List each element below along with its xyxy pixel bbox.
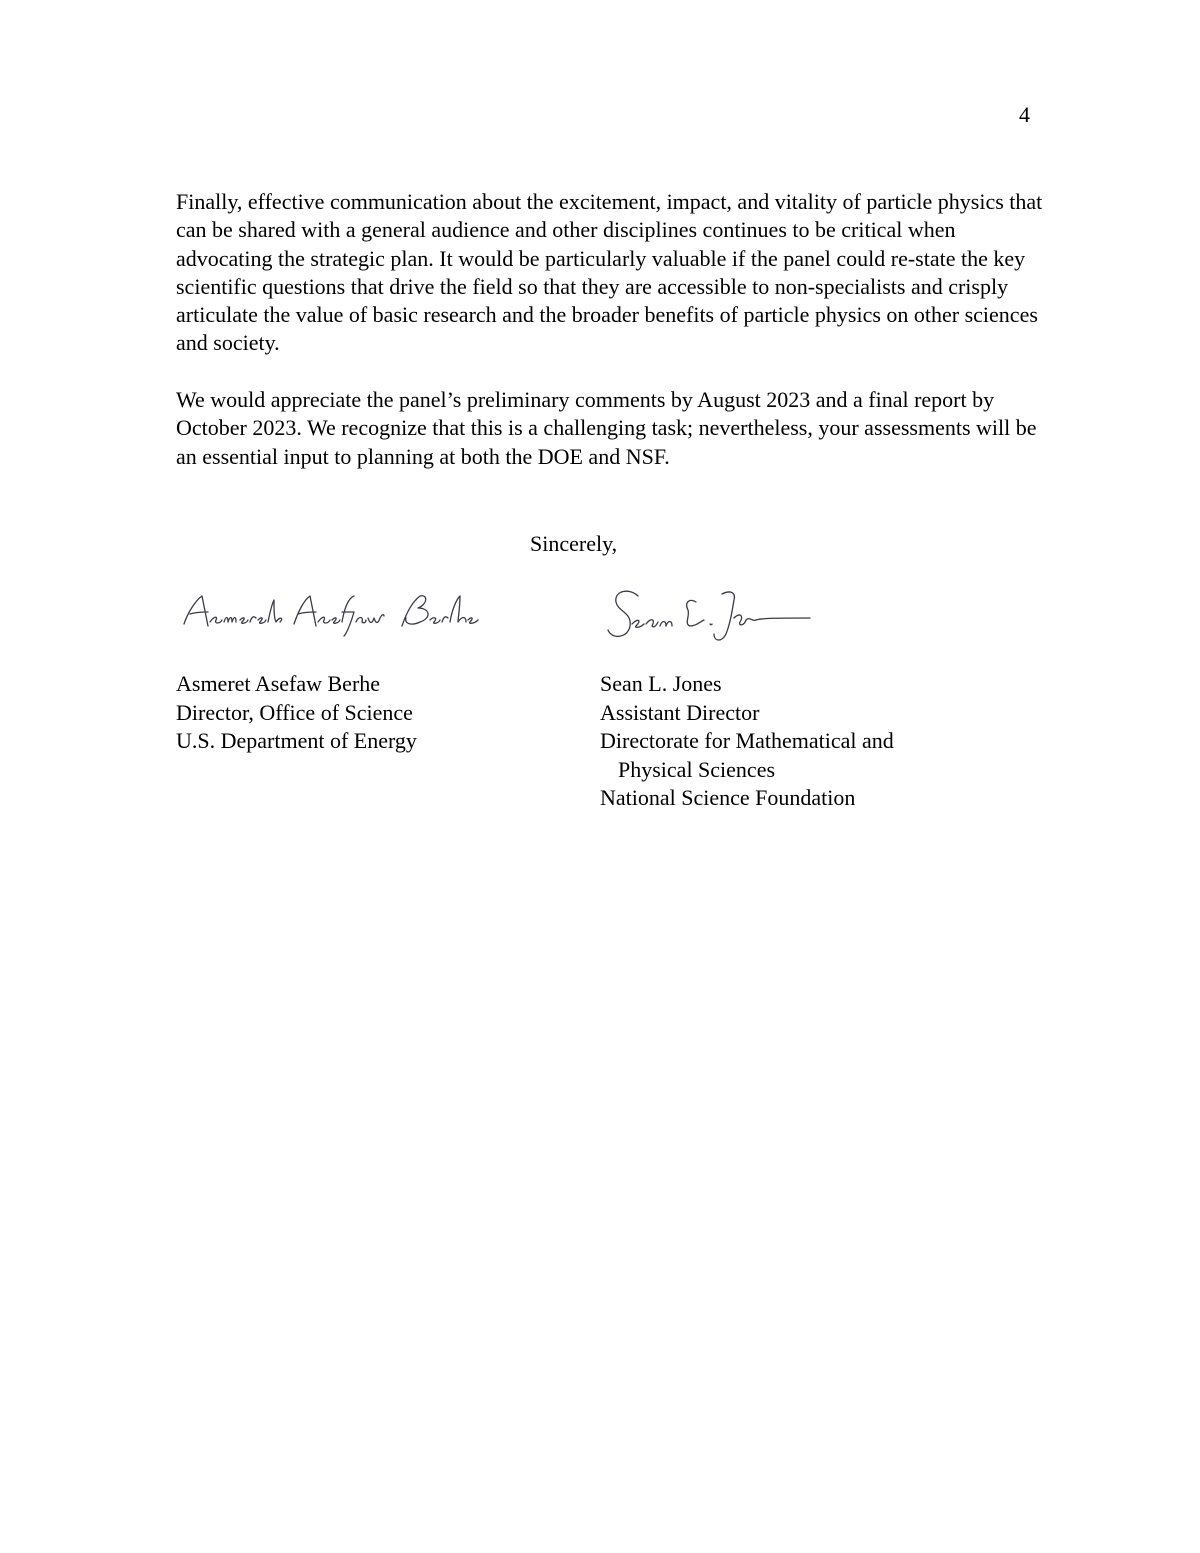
signer-directorate: Directorate for Mathematical and xyxy=(600,728,894,753)
signer-title: Assistant Director xyxy=(600,699,760,725)
paragraph-communication: Finally, effective communication about the excitement, impact, and vitality of particle physics that can be shared with a general audience and other disciplines continues to be critical when advocating the strategic plan. It would be particularly valuable if the panel could re-state the key scientific questions that drive the field so that they are accessible to non-specialists and crisply articulate the value of basic research and the broader benefits of particle physics on other sciences and society. xyxy=(176,189,1043,356)
signer-organization: U.S. Department of Energy xyxy=(176,728,417,753)
signer-directorate-continued: Physical Sciences xyxy=(618,756,776,782)
closing-salutation: Sincerely, xyxy=(530,531,618,556)
signature-jones xyxy=(600,580,815,650)
signer-organization: National Science Foundation xyxy=(600,785,856,810)
signer-title: Director, Office of Science xyxy=(176,699,413,725)
signer-name: Sean L. Jones xyxy=(600,671,722,696)
signature-berhe xyxy=(176,582,496,642)
paragraph-timeline: We would appreciate the panel’s preliminary comments by August 2023 and a final report by October 2023. We recognize that this is a challenging task; nevertheless, your assessments will be an essential input to planning at both the DOE and NSF. xyxy=(176,387,1037,469)
signer-name: Asmeret Asefaw Berhe xyxy=(176,671,381,696)
signer-block-doe xyxy=(176,670,417,756)
page-number: 4 xyxy=(1019,102,1030,127)
signer-block-nsf xyxy=(600,670,894,813)
